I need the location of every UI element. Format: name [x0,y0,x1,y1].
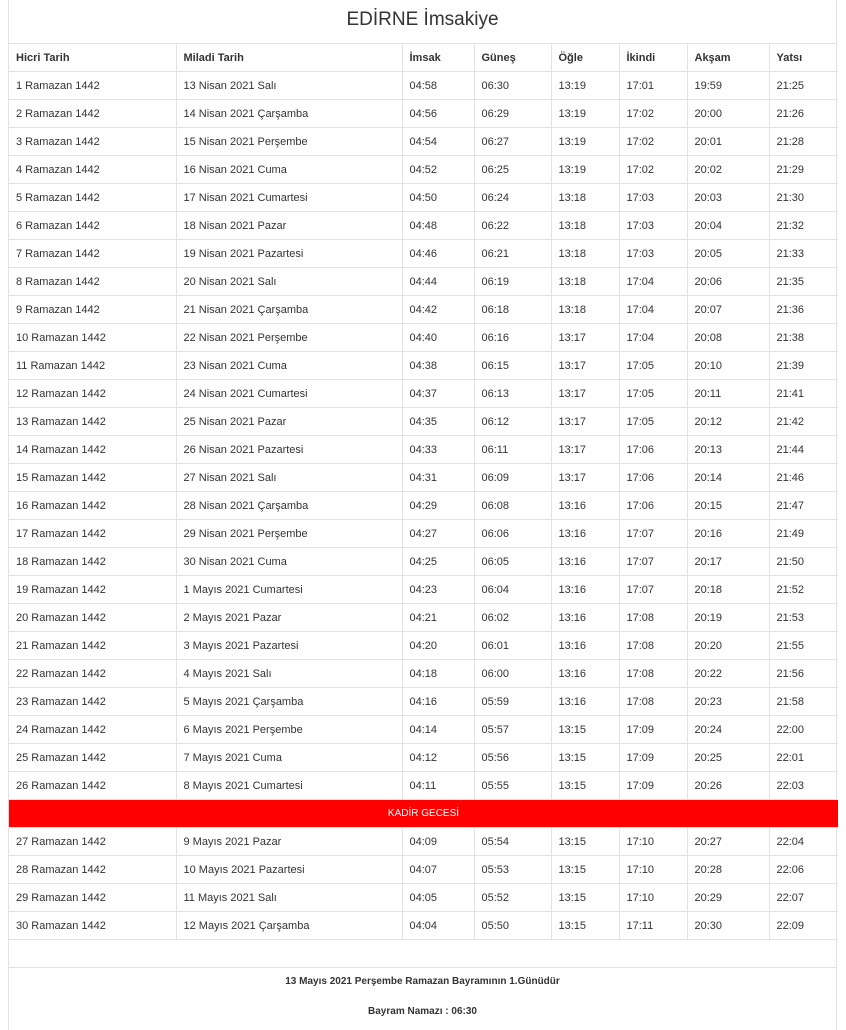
table-cell: 21:28 [769,128,838,156]
table-cell: 10 Mayıs 2021 Pazartesi [176,856,402,884]
table-cell: 13:16 [551,520,619,548]
table-cell: 13:18 [551,240,619,268]
table-row [9,352,838,380]
table-row [9,828,838,856]
table-cell: 19 Ramazan 1442 [9,576,176,604]
table-row [9,604,838,632]
table-cell: 17:09 [619,744,687,772]
column-header: İmsak [402,44,474,72]
table-cell: 20:04 [687,212,769,240]
table-cell: 22:01 [769,744,838,772]
table-cell: 04:09 [402,828,474,856]
table-cell: 2 Ramazan 1442 [9,100,176,128]
table-cell: 19 Nisan 2021 Pazartesi [176,240,402,268]
table-cell: 04:18 [402,660,474,688]
table-cell: 20:00 [687,100,769,128]
table-cell: 17:06 [619,464,687,492]
table-cell: 24 Nisan 2021 Cumartesi [176,380,402,408]
table-cell: 21:56 [769,660,838,688]
imsakiye-container [8,0,837,1030]
table-cell: 17:07 [619,520,687,548]
table-cell: 14 Nisan 2021 Çarşamba [176,100,402,128]
table-row [9,100,838,128]
table-cell: 22:06 [769,856,838,884]
table-cell: 6 Ramazan 1442 [9,212,176,240]
table-cell: 04:20 [402,632,474,660]
table-cell: 05:53 [474,856,551,884]
table-cell: 17 Ramazan 1442 [9,520,176,548]
table-cell: 17:07 [619,548,687,576]
table-cell: 26 Nisan 2021 Pazartesi [176,436,402,464]
table-cell: 13:18 [551,184,619,212]
table-cell: 17:08 [619,632,687,660]
table-row [9,408,838,436]
bayram-namazi: Bayram Namazı : 06:30 [368,1006,477,1017]
table-cell: 13:17 [551,436,619,464]
table-cell: 04:35 [402,408,474,436]
table-cell: 06:21 [474,240,551,268]
table-cell: 27 Ramazan 1442 [9,828,176,856]
table-cell: 04:56 [402,100,474,128]
table-cell: 06:22 [474,212,551,240]
page-title: EDİRNE İmsakiye [9,0,836,44]
table-cell: 06:25 [474,156,551,184]
table-cell: 17:04 [619,296,687,324]
table-cell: 13:16 [551,576,619,604]
table-cell: 04:04 [402,912,474,940]
table-row [9,464,838,492]
table-cell: 05:52 [474,884,551,912]
table-cell: 04:11 [402,772,474,800]
table-row [9,772,838,800]
table-cell: 04:46 [402,240,474,268]
table-cell: 28 Ramazan 1442 [9,856,176,884]
table-cell: 13:17 [551,464,619,492]
table-cell: 22 Nisan 2021 Perşembe [176,324,402,352]
table-cell: 20:13 [687,436,769,464]
table-cell: 04:12 [402,744,474,772]
table-cell: 06:00 [474,660,551,688]
table-cell: 7 Mayıs 2021 Cuma [176,744,402,772]
table-cell: 17 Nisan 2021 Cumartesi [176,184,402,212]
table-cell: 17:03 [619,184,687,212]
table-cell: 21:58 [769,688,838,716]
table-row [9,324,838,352]
table-cell: 13:18 [551,212,619,240]
table-cell: 27 Nisan 2021 Salı [176,464,402,492]
table-cell: 21:55 [769,632,838,660]
table-cell: 17:07 [619,576,687,604]
table-cell: 04:07 [402,856,474,884]
table-cell: 20:03 [687,184,769,212]
table-cell: 20:17 [687,548,769,576]
table-cell: 21:25 [769,72,838,100]
table-cell: 29 Nisan 2021 Perşembe [176,520,402,548]
table-cell: 21:35 [769,268,838,296]
footer-spacer [9,940,836,968]
table-cell: 21:32 [769,212,838,240]
table-cell: 26 Ramazan 1442 [9,772,176,800]
table-cell: 20:23 [687,688,769,716]
table-cell: 21:46 [769,464,838,492]
table-cell: 13:15 [551,716,619,744]
table-cell: 21:47 [769,492,838,520]
table-cell: 11 Ramazan 1442 [9,352,176,380]
table-cell: 20:06 [687,268,769,296]
table-cell: 14 Ramazan 1442 [9,436,176,464]
table-cell: 1 Mayıs 2021 Cumartesi [176,576,402,604]
table-row [9,184,838,212]
table-cell: 04:29 [402,492,474,520]
column-header: Hicri Tarih [9,44,176,72]
table-cell: 23 Ramazan 1442 [9,688,176,716]
table-row [9,632,838,660]
table-cell: 04:44 [402,268,474,296]
table-cell: 04:50 [402,184,474,212]
table-cell: 05:59 [474,688,551,716]
table-cell: 04:23 [402,576,474,604]
table-cell: 7 Ramazan 1442 [9,240,176,268]
table-cell: 15 Ramazan 1442 [9,464,176,492]
table-cell: 13:15 [551,828,619,856]
table-cell: 20:20 [687,632,769,660]
table-cell: 4 Mayıs 2021 Salı [176,660,402,688]
table-cell: 17:10 [619,856,687,884]
table-row [9,296,838,324]
table-cell: 1 Ramazan 1442 [9,72,176,100]
table-cell: 04:16 [402,688,474,716]
table-cell: 20 Ramazan 1442 [9,604,176,632]
table-cell: 13:16 [551,548,619,576]
table-cell: 16 Ramazan 1442 [9,492,176,520]
table-row [9,884,838,912]
table-cell: 17:06 [619,436,687,464]
table-row [9,240,838,268]
table-cell: 5 Ramazan 1442 [9,184,176,212]
table-cell: 06:08 [474,492,551,520]
column-header: Öğle [551,44,619,72]
table-cell: 17:08 [619,688,687,716]
table-cell: 25 Ramazan 1442 [9,744,176,772]
table-cell: 17:05 [619,380,687,408]
table-cell: 21:26 [769,100,838,128]
table-cell: 17:03 [619,212,687,240]
table-cell: 04:42 [402,296,474,324]
table-cell: 22 Ramazan 1442 [9,660,176,688]
table-cell: 21:39 [769,352,838,380]
column-header: Akşam [687,44,769,72]
table-cell: 20:08 [687,324,769,352]
table-cell: 17:05 [619,352,687,380]
table-cell: 06:15 [474,352,551,380]
table-cell: 06:12 [474,408,551,436]
table-cell: 20:05 [687,240,769,268]
table-cell: 8 Mayıs 2021 Cumartesi [176,772,402,800]
table-cell: 17:03 [619,240,687,268]
table-cell: 20:29 [687,884,769,912]
table-cell: 17:04 [619,324,687,352]
table-cell: 3 Ramazan 1442 [9,128,176,156]
table-cell: 04:27 [402,520,474,548]
table-cell: 04:58 [402,72,474,100]
table-cell: 19:59 [687,72,769,100]
table-cell: 20:22 [687,660,769,688]
table-cell: 12 Mayıs 2021 Çarşamba [176,912,402,940]
table-cell: 13:15 [551,856,619,884]
table-cell: 16 Nisan 2021 Cuma [176,156,402,184]
table-cell: 21:44 [769,436,838,464]
table-cell: 20:15 [687,492,769,520]
table-cell: 05:56 [474,744,551,772]
table-cell: 05:55 [474,772,551,800]
table-cell: 15 Nisan 2021 Perşembe [176,128,402,156]
table-cell: 4 Ramazan 1442 [9,156,176,184]
table-cell: 22:07 [769,884,838,912]
table-cell: 13:16 [551,492,619,520]
table-cell: 04:38 [402,352,474,380]
table-cell: 21:49 [769,520,838,548]
kadir-gecesi-row [9,800,838,828]
table-row [9,268,838,296]
table-cell: 06:30 [474,72,551,100]
table-cell: 17:05 [619,408,687,436]
table-cell: 13:15 [551,912,619,940]
table-cell: 22:09 [769,912,838,940]
table-cell: 04:37 [402,380,474,408]
table-cell: 5 Mayıs 2021 Çarşamba [176,688,402,716]
table-cell: 13:15 [551,772,619,800]
table-cell: 06:19 [474,268,551,296]
table-cell: 20:02 [687,156,769,184]
prayer-times-table [9,44,838,940]
table-cell: 04:21 [402,604,474,632]
table-cell: 12 Ramazan 1442 [9,380,176,408]
table-cell: 11 Mayıs 2021 Salı [176,884,402,912]
column-header: Yatsı [769,44,838,72]
table-cell: 21:52 [769,576,838,604]
table-cell: 25 Nisan 2021 Pazar [176,408,402,436]
table-cell: 23 Nisan 2021 Cuma [176,352,402,380]
table-cell: 6 Mayıs 2021 Perşembe [176,716,402,744]
table-row [9,380,838,408]
table-cell: 21:41 [769,380,838,408]
table-cell: 06:16 [474,324,551,352]
table-cell: 21:42 [769,408,838,436]
table-cell: 13:18 [551,296,619,324]
table-cell: 24 Ramazan 1442 [9,716,176,744]
table-row [9,72,838,100]
table-cell: 13:16 [551,688,619,716]
table-cell: 04:31 [402,464,474,492]
table-cell: 05:57 [474,716,551,744]
table-row [9,128,838,156]
table-cell: 13:19 [551,100,619,128]
table-cell: 20:14 [687,464,769,492]
table-cell: 20:24 [687,716,769,744]
table-cell: 21:36 [769,296,838,324]
table-header-row [9,44,838,72]
table-cell: 9 Ramazan 1442 [9,296,176,324]
table-cell: 30 Nisan 2021 Cuma [176,548,402,576]
table-cell: 28 Nisan 2021 Çarşamba [176,492,402,520]
table-cell: 04:14 [402,716,474,744]
table-cell: 17:06 [619,492,687,520]
table-cell: 21:53 [769,604,838,632]
table-cell: 22:03 [769,772,838,800]
table-cell: 20:01 [687,128,769,156]
table-cell: 21 Ramazan 1442 [9,632,176,660]
table-cell: 20:19 [687,604,769,632]
table-cell: 20:10 [687,352,769,380]
table-cell: 20 Nisan 2021 Salı [176,268,402,296]
table-cell: 06:27 [474,128,551,156]
table-cell: 06:24 [474,184,551,212]
table-cell: 20:07 [687,296,769,324]
table-cell: 06:18 [474,296,551,324]
table-cell: 13:17 [551,408,619,436]
table-cell: 2 Mayıs 2021 Pazar [176,604,402,632]
table-row [9,856,838,884]
table-row [9,156,838,184]
table-cell: 06:04 [474,576,551,604]
table-cell: 17:11 [619,912,687,940]
table-cell: 17:01 [619,72,687,100]
table-cell: 04:52 [402,156,474,184]
table-cell: 17:04 [619,268,687,296]
table-cell: 13:16 [551,632,619,660]
table-cell: 13:17 [551,324,619,352]
table-cell: 20:16 [687,520,769,548]
table-cell: 20:26 [687,772,769,800]
table-row [9,548,838,576]
table-cell: 06:29 [474,100,551,128]
table-cell: 21:30 [769,184,838,212]
table-row [9,660,838,688]
table-cell: 9 Mayıs 2021 Pazar [176,828,402,856]
table-row [9,744,838,772]
table-cell: 17:02 [619,100,687,128]
table-row [9,436,838,464]
table-cell: 04:25 [402,548,474,576]
bayram-note: 13 Mayıs 2021 Perşembe Ramazan Bayramının 1.Günüdür [285,976,560,987]
table-cell: 05:54 [474,828,551,856]
column-header: Güneş [474,44,551,72]
table-cell: 20:27 [687,828,769,856]
table-cell: 17:02 [619,128,687,156]
table-row [9,716,838,744]
table-cell: 13:18 [551,268,619,296]
table-cell: 13:16 [551,604,619,632]
table-cell: 17:09 [619,772,687,800]
table-cell: 13:19 [551,156,619,184]
table-cell: 18 Nisan 2021 Pazar [176,212,402,240]
table-cell: 13:19 [551,72,619,100]
table-cell: 21:50 [769,548,838,576]
table-row [9,520,838,548]
table-cell: 22:00 [769,716,838,744]
table-cell: 17:08 [619,660,687,688]
table-row [9,212,838,240]
table-row [9,688,838,716]
table-cell: 29 Ramazan 1442 [9,884,176,912]
table-cell: 20:25 [687,744,769,772]
column-header: İkindi [619,44,687,72]
table-cell: 20:11 [687,380,769,408]
table-cell: 06:06 [474,520,551,548]
table-cell: 06:09 [474,464,551,492]
table-cell: 04:48 [402,212,474,240]
table-cell: 04:33 [402,436,474,464]
table-cell: 13 Ramazan 1442 [9,408,176,436]
table-cell: 04:05 [402,884,474,912]
table-cell: 13:17 [551,352,619,380]
table-cell: 18 Ramazan 1442 [9,548,176,576]
table-cell: 06:13 [474,380,551,408]
table-cell: 21 Nisan 2021 Çarşamba [176,296,402,324]
table-cell: 13:17 [551,380,619,408]
table-cell: 13 Nisan 2021 Salı [176,72,402,100]
table-cell: 13:15 [551,744,619,772]
table-cell: 8 Ramazan 1442 [9,268,176,296]
table-cell: 20:28 [687,856,769,884]
table-cell: 17:10 [619,828,687,856]
table-cell: 05:50 [474,912,551,940]
table-cell: 10 Ramazan 1442 [9,324,176,352]
table-cell: 20:18 [687,576,769,604]
table-cell: 17:09 [619,716,687,744]
table-cell: 3 Mayıs 2021 Pazartesi [176,632,402,660]
table-row [9,912,838,940]
table-row [9,576,838,604]
column-header: Miladi Tarih [176,44,402,72]
table-cell: 20:12 [687,408,769,436]
table-cell: 30 Ramazan 1442 [9,912,176,940]
table-cell: 20:30 [687,912,769,940]
table-cell: 06:02 [474,604,551,632]
table-cell: 04:40 [402,324,474,352]
table-cell: 13:15 [551,884,619,912]
table-cell: 21:29 [769,156,838,184]
table-cell: 06:05 [474,548,551,576]
table-cell: 17:02 [619,156,687,184]
table-body [9,72,838,940]
kadir-gecesi-label: KADİR GECESİ [9,800,838,828]
table-cell: 06:01 [474,632,551,660]
table-row [9,492,838,520]
table-cell: 22:04 [769,828,838,856]
table-cell: 17:08 [619,604,687,632]
table-cell: 21:33 [769,240,838,268]
table-cell: 13:19 [551,128,619,156]
table-cell: 17:10 [619,884,687,912]
table-cell: 06:11 [474,436,551,464]
table-cell: 13:16 [551,660,619,688]
table-cell: 04:54 [402,128,474,156]
table-cell: 21:38 [769,324,838,352]
